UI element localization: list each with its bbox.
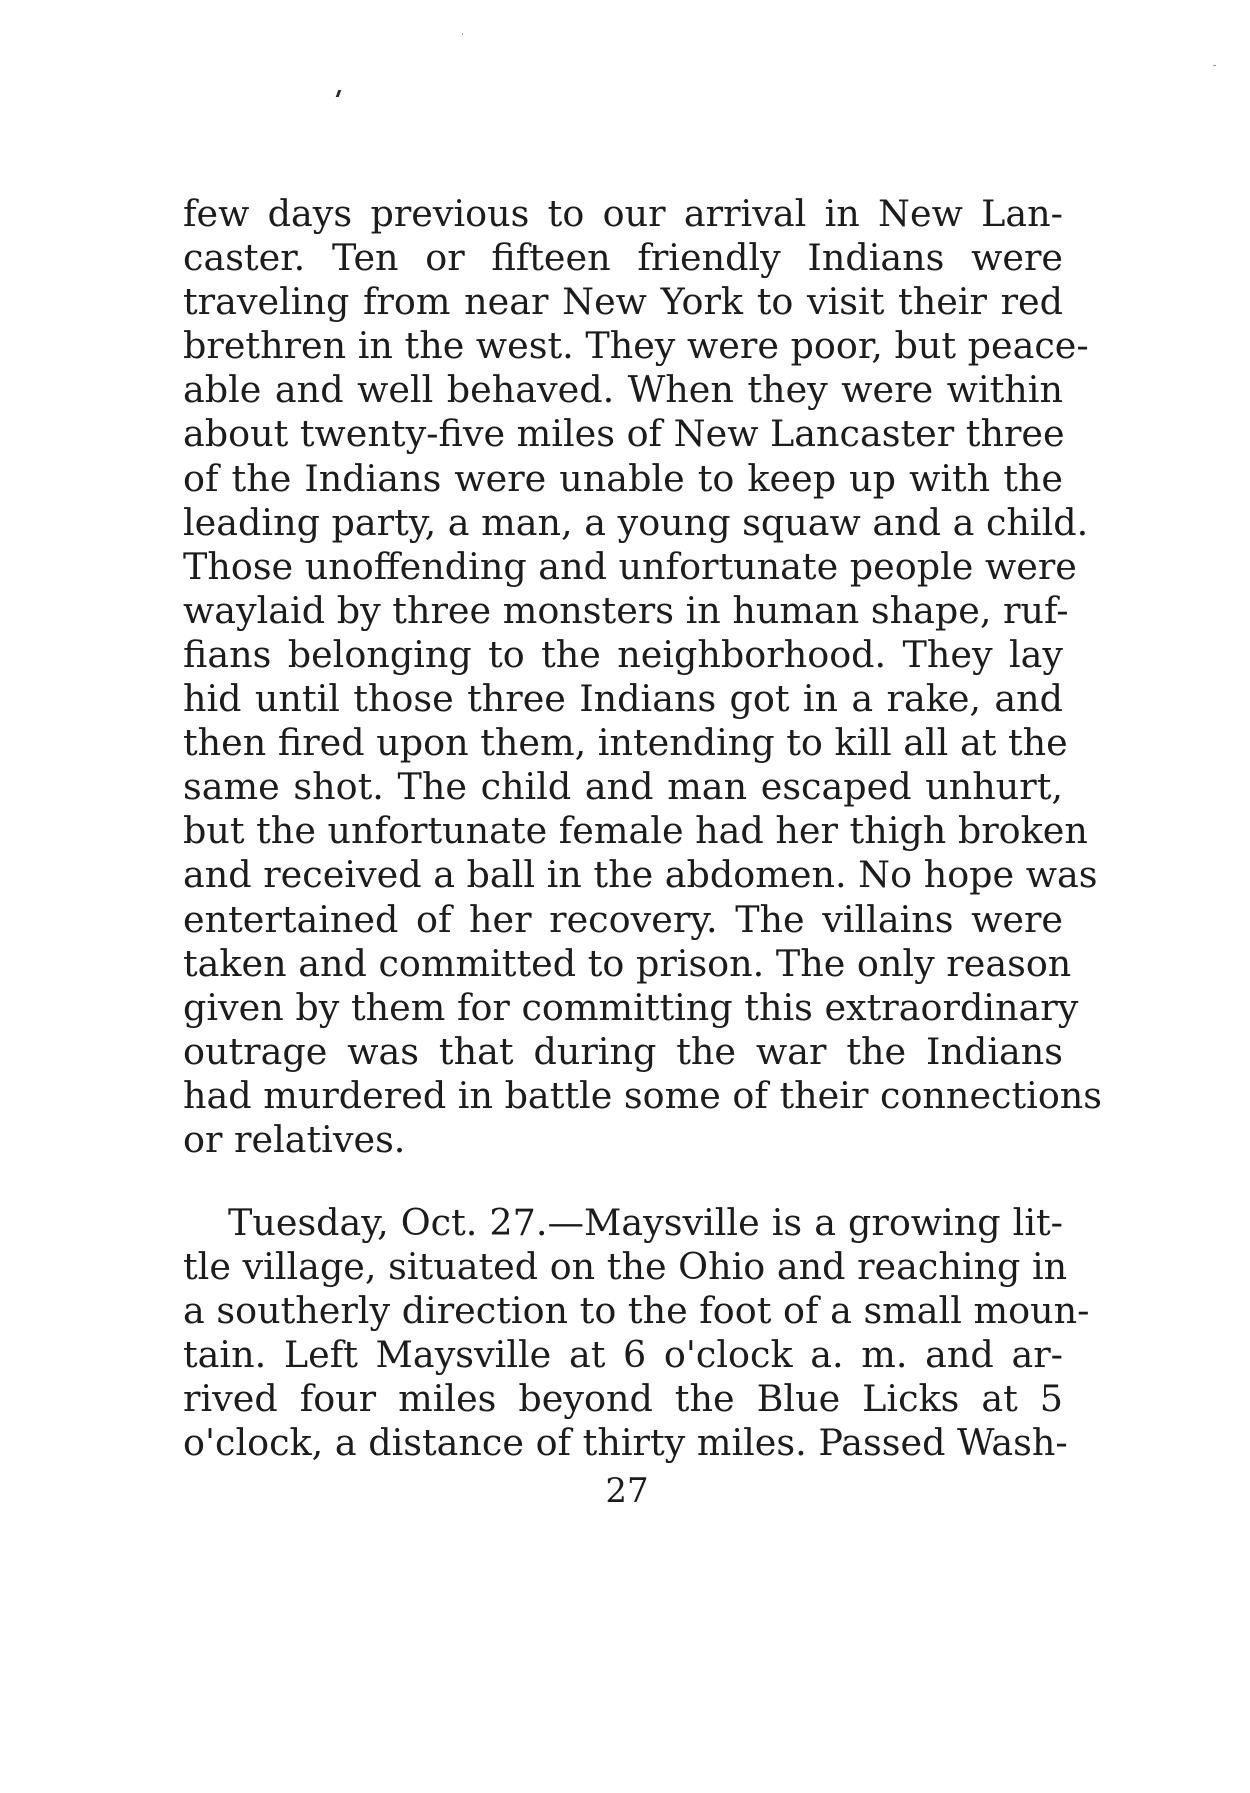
text-line: entertained of her recovery. The villains were bbox=[183, 897, 1063, 941]
text-line: about twenty-five miles of New Lancaster three bbox=[183, 412, 1065, 456]
text-line: Tuesday, Oct. 27.—Maysville is a growing lit- bbox=[228, 1201, 1063, 1244]
text-line: a southerly direction to the foot of a small moun- bbox=[183, 1289, 1090, 1333]
ink-speck bbox=[1213, 65, 1216, 66]
page-number: 27 bbox=[605, 1471, 649, 1511]
ink-speck bbox=[336, 90, 342, 97]
text-line: then fired upon them, intending to kill all at the bbox=[183, 721, 1068, 765]
text-line: fians belonging to the neighborhood. They lay bbox=[183, 632, 1063, 676]
paragraph-diary-entry bbox=[183, 1201, 1090, 1466]
text-line: few days previous to our arrival in New Lan- bbox=[183, 192, 1063, 235]
text-line: or relatives. bbox=[183, 1117, 406, 1161]
text-line: same shot. The child and man escaped unhurt, bbox=[183, 765, 1063, 809]
text-line: o'clock, a distance of thirty miles. Passed Wash- bbox=[183, 1421, 1068, 1465]
text-line: leading party, a man, a young squaw and a child. bbox=[183, 500, 1089, 544]
text-line: given by them for committing this extraordinary bbox=[183, 985, 1079, 1029]
text-line: traveling from near New York to visit their red bbox=[183, 280, 1063, 324]
text-line: tain. Left Maysville at 6 o'clock a. m. and ar- bbox=[183, 1333, 1063, 1377]
text-line: taken and committed to prison. The only reason bbox=[183, 941, 1072, 985]
text-line: rived four miles beyond the Blue Licks at 5 bbox=[183, 1377, 1063, 1421]
text-line: and received a ball in the abdomen. No hope was bbox=[183, 853, 1098, 897]
text-line: tle village, situated on the Ohio and reaching in bbox=[183, 1245, 1068, 1289]
text-line: Those unoffending and unfortunate people were bbox=[183, 544, 1077, 588]
text-line: outrage was that during the war the Indians bbox=[183, 1029, 1063, 1073]
paragraph-narrative bbox=[183, 192, 1103, 1162]
text-line: waylaid by three monsters in human shape, ruf- bbox=[183, 588, 1069, 632]
text-line: brethren in the west. They were poor, but peace- bbox=[183, 324, 1089, 368]
text-line: hid until those three Indians got in a rake, and bbox=[183, 677, 1063, 721]
ink-speck bbox=[462, 33, 463, 35]
text-line: caster. Ten or fifteen friendly Indians were bbox=[183, 236, 1063, 280]
text-line: able and well behaved. When they were within bbox=[183, 368, 1063, 412]
text-line: but the unfortunate female had her thigh broken bbox=[183, 809, 1088, 853]
text-line: had murdered in battle some of their connections bbox=[183, 1073, 1103, 1117]
text-line: of the Indians were unable to keep up with the bbox=[183, 456, 1063, 500]
